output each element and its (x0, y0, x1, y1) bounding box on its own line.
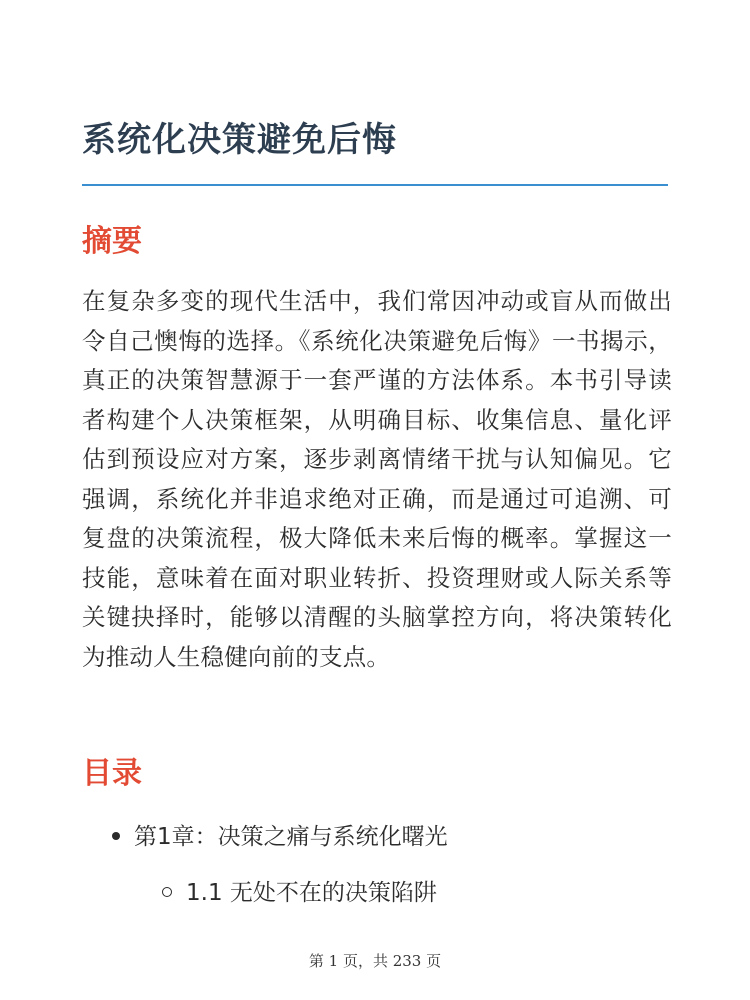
title-divider (82, 184, 668, 186)
toc-item-label: 1.1 无处不在的决策陷阱 (186, 880, 437, 906)
summary-paragraph: 在复杂多变的现代生活中，我们常因冲动或盲从而做出令自己懊悔的选择。《系统化决策避免后悔》一书揭示，真正的决策智慧源于一套严谨的方法体系。本书引导读者构建个人决策框架，从明确目标、收集信息、量化评估到预设应对方案，逐步剥离情绪干扰与认知偏见。它强调，系统化并非追求绝对正确，而是通过可追溯、可复盘的决策流程，极大降低未来后悔的概率。掌握这一技能，意味着在面对职业转折、投资理财或人际关系等关键抉择时，能够以清醒的头脑掌控方向，将决策转化为推动人生稳健向前的支点。 (82, 287, 672, 671)
bullet-circle-icon (162, 887, 172, 897)
bullet-disc-icon (112, 832, 120, 840)
toc-item-section-1-1[interactable] (162, 876, 437, 910)
toc-item-label: 第1章：决策之痛与系统化曙光 (134, 824, 448, 850)
document-title: 系统化决策避免后悔 (82, 120, 397, 160)
toc-item-chapter-1[interactable] (112, 820, 448, 854)
page-number-footer: 第 1 页，共 233 页 (308, 952, 442, 970)
toc-heading: 目录 (82, 756, 142, 791)
summary-heading: 摘要 (82, 224, 142, 259)
